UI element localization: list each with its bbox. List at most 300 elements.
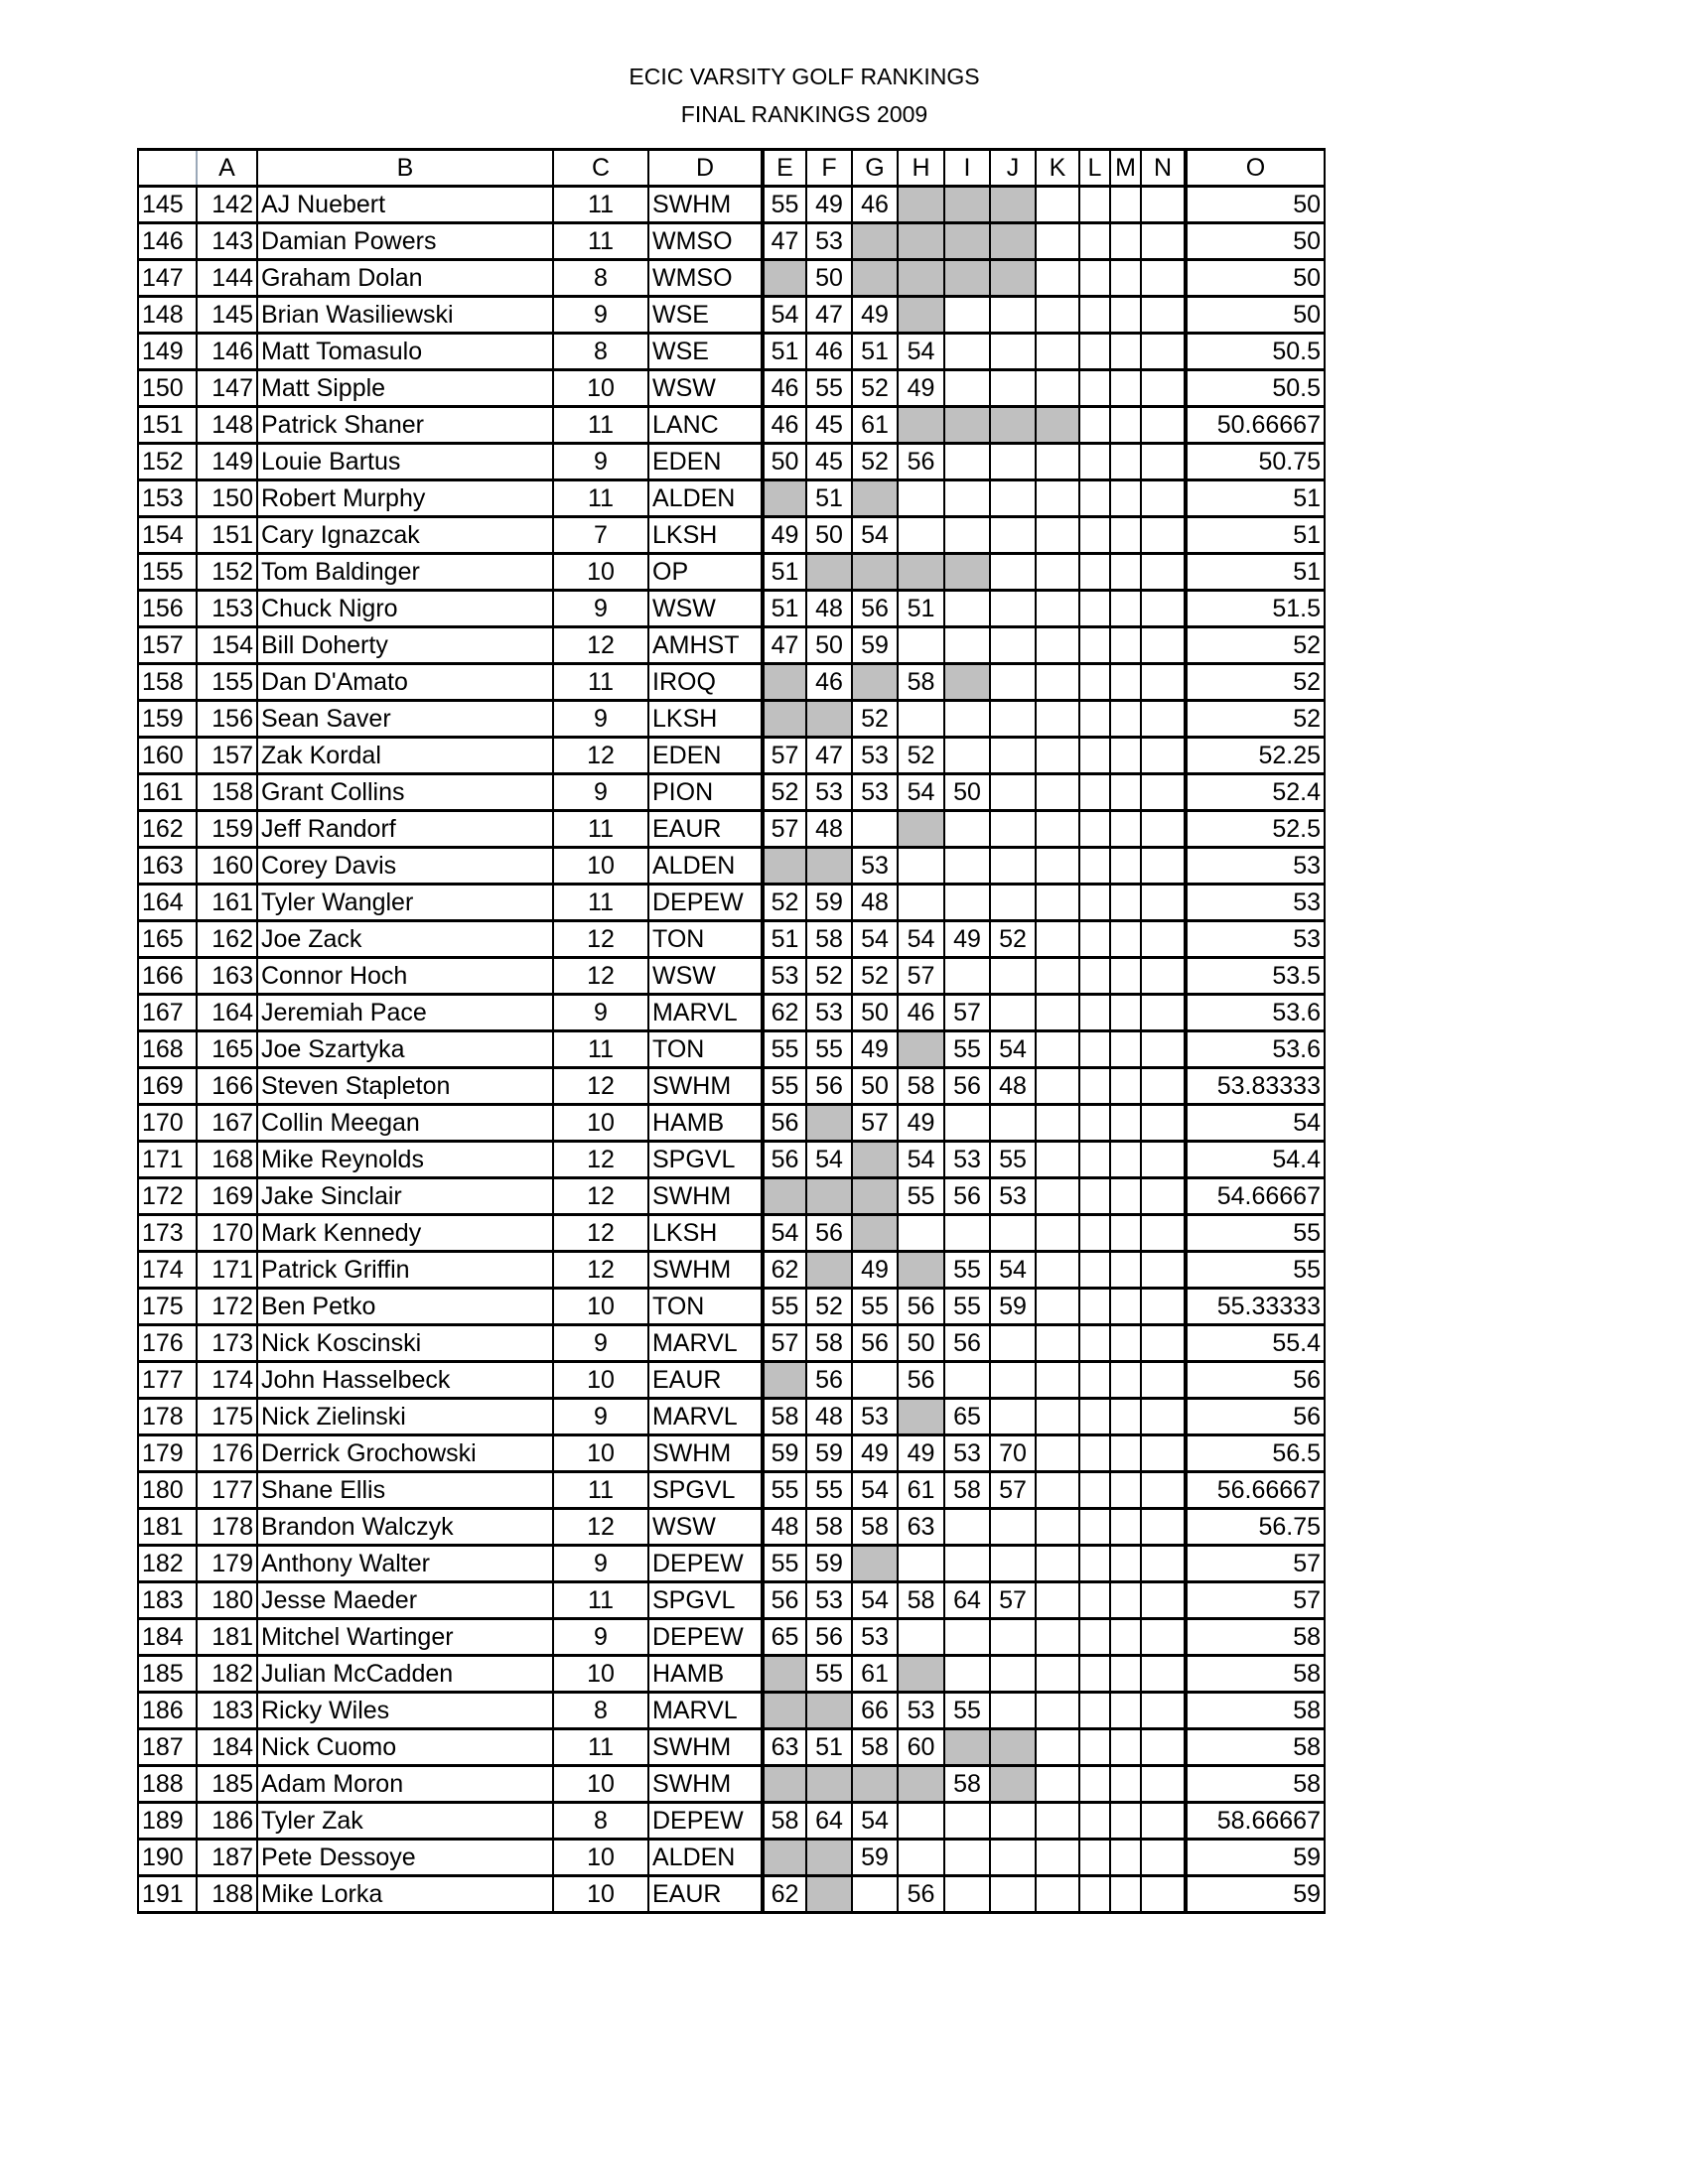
score-cell-f[interactable]: 58 bbox=[806, 1509, 852, 1546]
score-cell-e[interactable]: 48 bbox=[763, 1509, 806, 1546]
score-cell-h[interactable] bbox=[898, 1546, 944, 1582]
score-cell-h[interactable] bbox=[898, 1656, 944, 1693]
score-cell-m[interactable] bbox=[1110, 260, 1141, 297]
score-cell-k[interactable] bbox=[1036, 1142, 1079, 1178]
rank-cell[interactable]: 164 bbox=[197, 995, 257, 1031]
score-cell-m[interactable] bbox=[1110, 480, 1141, 517]
score-cell-f[interactable]: 48 bbox=[806, 811, 852, 848]
score-cell-l[interactable] bbox=[1079, 774, 1110, 811]
row-number-cell[interactable]: 183 bbox=[138, 1582, 197, 1619]
score-cell-n[interactable] bbox=[1141, 811, 1186, 848]
row-number-cell[interactable]: 154 bbox=[138, 517, 197, 554]
player-name-cell[interactable]: Jesse Maeder bbox=[257, 1582, 553, 1619]
score-cell-k[interactable] bbox=[1036, 1105, 1079, 1142]
score-cell-e[interactable] bbox=[763, 1766, 806, 1803]
score-cell-n[interactable] bbox=[1141, 1693, 1186, 1729]
player-name-cell[interactable]: Ricky Wiles bbox=[257, 1693, 553, 1729]
rank-cell[interactable]: 159 bbox=[197, 811, 257, 848]
score-cell-g[interactable] bbox=[852, 260, 898, 297]
score-cell-l[interactable] bbox=[1079, 591, 1110, 627]
score-cell-i[interactable] bbox=[944, 407, 990, 444]
average-cell[interactable]: 52 bbox=[1186, 664, 1325, 701]
score-cell-g[interactable]: 57 bbox=[852, 1105, 898, 1142]
score-cell-j[interactable] bbox=[990, 517, 1036, 554]
score-cell-m[interactable] bbox=[1110, 1178, 1141, 1215]
row-number-cell[interactable]: 177 bbox=[138, 1362, 197, 1399]
score-cell-n[interactable] bbox=[1141, 1031, 1186, 1068]
school-cell[interactable]: WSW bbox=[648, 958, 763, 995]
score-cell-m[interactable] bbox=[1110, 1766, 1141, 1803]
grade-cell[interactable]: 10 bbox=[553, 1766, 648, 1803]
score-cell-n[interactable] bbox=[1141, 921, 1186, 958]
score-cell-e[interactable]: 65 bbox=[763, 1619, 806, 1656]
score-cell-n[interactable] bbox=[1141, 260, 1186, 297]
average-cell[interactable]: 54.66667 bbox=[1186, 1178, 1325, 1215]
score-cell-i[interactable]: 49 bbox=[944, 921, 990, 958]
score-cell-n[interactable] bbox=[1141, 1105, 1186, 1142]
score-cell-g[interactable]: 50 bbox=[852, 995, 898, 1031]
score-cell-f[interactable] bbox=[806, 1766, 852, 1803]
score-cell-g[interactable]: 54 bbox=[852, 1472, 898, 1509]
score-cell-l[interactable] bbox=[1079, 1840, 1110, 1876]
score-cell-n[interactable] bbox=[1141, 958, 1186, 995]
score-cell-i[interactable]: 55 bbox=[944, 1289, 990, 1325]
score-cell-g[interactable]: 54 bbox=[852, 1582, 898, 1619]
column-header-k[interactable]: K bbox=[1036, 150, 1079, 187]
score-cell-h[interactable]: 55 bbox=[898, 1178, 944, 1215]
grade-cell[interactable]: 11 bbox=[553, 187, 648, 223]
score-cell-h[interactable] bbox=[898, 407, 944, 444]
rank-cell[interactable]: 160 bbox=[197, 848, 257, 885]
row-number-cell[interactable]: 163 bbox=[138, 848, 197, 885]
score-cell-e[interactable] bbox=[763, 1178, 806, 1215]
score-cell-n[interactable] bbox=[1141, 1178, 1186, 1215]
row-number-cell[interactable]: 171 bbox=[138, 1142, 197, 1178]
score-cell-m[interactable] bbox=[1110, 444, 1141, 480]
grade-cell[interactable]: 10 bbox=[553, 554, 648, 591]
score-cell-i[interactable] bbox=[944, 1729, 990, 1766]
score-cell-l[interactable] bbox=[1079, 701, 1110, 738]
score-cell-g[interactable] bbox=[852, 1362, 898, 1399]
player-name-cell[interactable]: Ben Petko bbox=[257, 1289, 553, 1325]
grade-cell[interactable]: 12 bbox=[553, 738, 648, 774]
school-cell[interactable]: WMSO bbox=[648, 223, 763, 260]
player-name-cell[interactable]: Graham Dolan bbox=[257, 260, 553, 297]
score-cell-m[interactable] bbox=[1110, 1803, 1141, 1840]
rank-cell[interactable]: 169 bbox=[197, 1178, 257, 1215]
rank-cell[interactable]: 156 bbox=[197, 701, 257, 738]
school-cell[interactable]: LKSH bbox=[648, 701, 763, 738]
score-cell-h[interactable] bbox=[898, 1840, 944, 1876]
column-header-h[interactable]: H bbox=[898, 150, 944, 187]
average-cell[interactable]: 58 bbox=[1186, 1729, 1325, 1766]
grade-cell[interactable]: 12 bbox=[553, 1509, 648, 1546]
score-cell-f[interactable]: 59 bbox=[806, 1546, 852, 1582]
score-cell-h[interactable]: 58 bbox=[898, 1582, 944, 1619]
score-cell-f[interactable]: 51 bbox=[806, 480, 852, 517]
score-cell-j[interactable] bbox=[990, 1546, 1036, 1582]
score-cell-g[interactable]: 58 bbox=[852, 1729, 898, 1766]
player-name-cell[interactable]: Steven Stapleton bbox=[257, 1068, 553, 1105]
player-name-cell[interactable]: Adam Moron bbox=[257, 1766, 553, 1803]
school-cell[interactable]: SWHM bbox=[648, 1068, 763, 1105]
score-cell-m[interactable] bbox=[1110, 591, 1141, 627]
average-cell[interactable]: 56 bbox=[1186, 1399, 1325, 1435]
average-cell[interactable]: 55 bbox=[1186, 1252, 1325, 1289]
row-number-cell[interactable]: 174 bbox=[138, 1252, 197, 1289]
score-cell-j[interactable] bbox=[990, 958, 1036, 995]
score-cell-m[interactable] bbox=[1110, 1068, 1141, 1105]
score-cell-l[interactable] bbox=[1079, 1803, 1110, 1840]
score-cell-e[interactable]: 56 bbox=[763, 1142, 806, 1178]
score-cell-k[interactable] bbox=[1036, 738, 1079, 774]
grade-cell[interactable]: 11 bbox=[553, 480, 648, 517]
score-cell-l[interactable] bbox=[1079, 1142, 1110, 1178]
score-cell-n[interactable] bbox=[1141, 1656, 1186, 1693]
average-cell[interactable]: 53.5 bbox=[1186, 958, 1325, 995]
score-cell-e[interactable]: 52 bbox=[763, 774, 806, 811]
score-cell-i[interactable]: 56 bbox=[944, 1325, 990, 1362]
rank-cell[interactable]: 163 bbox=[197, 958, 257, 995]
score-cell-k[interactable] bbox=[1036, 1840, 1079, 1876]
score-cell-e[interactable]: 54 bbox=[763, 297, 806, 334]
player-name-cell[interactable]: Louie Bartus bbox=[257, 444, 553, 480]
grade-cell[interactable]: 8 bbox=[553, 260, 648, 297]
score-cell-e[interactable]: 55 bbox=[763, 187, 806, 223]
score-cell-j[interactable] bbox=[990, 1619, 1036, 1656]
school-cell[interactable]: LANC bbox=[648, 407, 763, 444]
score-cell-f[interactable]: 55 bbox=[806, 1472, 852, 1509]
score-cell-h[interactable]: 56 bbox=[898, 444, 944, 480]
grade-cell[interactable]: 9 bbox=[553, 297, 648, 334]
score-cell-f[interactable]: 56 bbox=[806, 1362, 852, 1399]
score-cell-i[interactable] bbox=[944, 811, 990, 848]
rank-cell[interactable]: 144 bbox=[197, 260, 257, 297]
score-cell-l[interactable] bbox=[1079, 1399, 1110, 1435]
column-header-i[interactable]: I bbox=[944, 150, 990, 187]
row-number-cell[interactable]: 173 bbox=[138, 1215, 197, 1252]
score-cell-f[interactable]: 56 bbox=[806, 1619, 852, 1656]
score-cell-n[interactable] bbox=[1141, 627, 1186, 664]
score-cell-h[interactable]: 56 bbox=[898, 1362, 944, 1399]
score-cell-m[interactable] bbox=[1110, 1362, 1141, 1399]
score-cell-l[interactable] bbox=[1079, 517, 1110, 554]
score-cell-e[interactable]: 59 bbox=[763, 1435, 806, 1472]
rank-cell[interactable]: 173 bbox=[197, 1325, 257, 1362]
score-cell-i[interactable]: 58 bbox=[944, 1766, 990, 1803]
school-cell[interactable]: HAMB bbox=[648, 1105, 763, 1142]
score-cell-g[interactable]: 52 bbox=[852, 701, 898, 738]
score-cell-l[interactable] bbox=[1079, 1509, 1110, 1546]
score-cell-k[interactable] bbox=[1036, 1215, 1079, 1252]
score-cell-m[interactable] bbox=[1110, 517, 1141, 554]
player-name-cell[interactable]: Matt Sipple bbox=[257, 370, 553, 407]
player-name-cell[interactable]: Mike Lorka bbox=[257, 1876, 553, 1913]
score-cell-h[interactable]: 53 bbox=[898, 1693, 944, 1729]
score-cell-l[interactable] bbox=[1079, 1766, 1110, 1803]
grade-cell[interactable]: 9 bbox=[553, 444, 648, 480]
score-cell-j[interactable] bbox=[990, 407, 1036, 444]
average-cell[interactable]: 53 bbox=[1186, 921, 1325, 958]
score-cell-f[interactable] bbox=[806, 1178, 852, 1215]
score-cell-g[interactable]: 56 bbox=[852, 1325, 898, 1362]
score-cell-j[interactable] bbox=[990, 738, 1036, 774]
score-cell-i[interactable] bbox=[944, 738, 990, 774]
score-cell-n[interactable] bbox=[1141, 1068, 1186, 1105]
score-cell-j[interactable]: 57 bbox=[990, 1582, 1036, 1619]
score-cell-k[interactable] bbox=[1036, 407, 1079, 444]
score-cell-g[interactable]: 55 bbox=[852, 1289, 898, 1325]
school-cell[interactable]: TON bbox=[648, 1031, 763, 1068]
grade-cell[interactable]: 10 bbox=[553, 1656, 648, 1693]
score-cell-k[interactable] bbox=[1036, 187, 1079, 223]
rank-cell[interactable]: 151 bbox=[197, 517, 257, 554]
score-cell-e[interactable]: 56 bbox=[763, 1105, 806, 1142]
score-cell-e[interactable]: 52 bbox=[763, 885, 806, 921]
average-cell[interactable]: 52.25 bbox=[1186, 738, 1325, 774]
grade-cell[interactable]: 12 bbox=[553, 958, 648, 995]
score-cell-j[interactable] bbox=[990, 774, 1036, 811]
player-name-cell[interactable]: Jake Sinclair bbox=[257, 1178, 553, 1215]
school-cell[interactable]: DEPEW bbox=[648, 1619, 763, 1656]
score-cell-m[interactable] bbox=[1110, 370, 1141, 407]
score-cell-g[interactable]: 61 bbox=[852, 1656, 898, 1693]
player-name-cell[interactable]: Cary Ignazcak bbox=[257, 517, 553, 554]
column-header-n[interactable]: N bbox=[1141, 150, 1186, 187]
score-cell-f[interactable] bbox=[806, 554, 852, 591]
score-cell-i[interactable] bbox=[944, 1803, 990, 1840]
score-cell-j[interactable]: 70 bbox=[990, 1435, 1036, 1472]
score-cell-n[interactable] bbox=[1141, 1435, 1186, 1472]
score-cell-g[interactable]: 49 bbox=[852, 297, 898, 334]
score-cell-i[interactable] bbox=[944, 1876, 990, 1913]
average-cell[interactable]: 58 bbox=[1186, 1619, 1325, 1656]
grade-cell[interactable]: 9 bbox=[553, 995, 648, 1031]
score-cell-j[interactable]: 54 bbox=[990, 1252, 1036, 1289]
player-name-cell[interactable]: Dan D'Amato bbox=[257, 664, 553, 701]
school-cell[interactable]: DEPEW bbox=[648, 1803, 763, 1840]
school-cell[interactable]: SWHM bbox=[648, 187, 763, 223]
school-cell[interactable]: WSE bbox=[648, 334, 763, 370]
grade-cell[interactable]: 10 bbox=[553, 1840, 648, 1876]
school-cell[interactable]: TON bbox=[648, 1289, 763, 1325]
score-cell-l[interactable] bbox=[1079, 370, 1110, 407]
score-cell-m[interactable] bbox=[1110, 1693, 1141, 1729]
score-cell-m[interactable] bbox=[1110, 1031, 1141, 1068]
score-cell-h[interactable] bbox=[898, 187, 944, 223]
average-cell[interactable]: 50.66667 bbox=[1186, 407, 1325, 444]
score-cell-h[interactable] bbox=[898, 260, 944, 297]
score-cell-m[interactable] bbox=[1110, 1840, 1141, 1876]
score-cell-l[interactable] bbox=[1079, 187, 1110, 223]
score-cell-h[interactable] bbox=[898, 848, 944, 885]
grade-cell[interactable]: 11 bbox=[553, 1729, 648, 1766]
column-header-g[interactable]: G bbox=[852, 150, 898, 187]
score-cell-j[interactable]: 57 bbox=[990, 1472, 1036, 1509]
score-cell-m[interactable] bbox=[1110, 334, 1141, 370]
score-cell-n[interactable] bbox=[1141, 407, 1186, 444]
rank-cell[interactable]: 145 bbox=[197, 297, 257, 334]
row-number-cell[interactable]: 181 bbox=[138, 1509, 197, 1546]
player-name-cell[interactable]: Corey Davis bbox=[257, 848, 553, 885]
score-cell-e[interactable]: 51 bbox=[763, 591, 806, 627]
player-name-cell[interactable]: John Hasselbeck bbox=[257, 1362, 553, 1399]
school-cell[interactable]: ALDEN bbox=[648, 480, 763, 517]
score-cell-i[interactable] bbox=[944, 885, 990, 921]
score-cell-m[interactable] bbox=[1110, 223, 1141, 260]
score-cell-k[interactable] bbox=[1036, 1399, 1079, 1435]
school-cell[interactable]: EDEN bbox=[648, 738, 763, 774]
score-cell-f[interactable]: 55 bbox=[806, 1656, 852, 1693]
player-name-cell[interactable]: Brian Wasiliewski bbox=[257, 297, 553, 334]
row-number-cell[interactable]: 191 bbox=[138, 1876, 197, 1913]
school-cell[interactable]: HAMB bbox=[648, 1656, 763, 1693]
average-cell[interactable]: 53 bbox=[1186, 848, 1325, 885]
grade-cell[interactable]: 11 bbox=[553, 811, 648, 848]
average-cell[interactable]: 53.6 bbox=[1186, 1031, 1325, 1068]
score-cell-j[interactable] bbox=[990, 444, 1036, 480]
rank-cell[interactable]: 157 bbox=[197, 738, 257, 774]
score-cell-j[interactable] bbox=[990, 260, 1036, 297]
average-cell[interactable]: 52 bbox=[1186, 701, 1325, 738]
rank-cell[interactable]: 143 bbox=[197, 223, 257, 260]
rank-cell[interactable]: 153 bbox=[197, 591, 257, 627]
row-number-cell[interactable]: 155 bbox=[138, 554, 197, 591]
score-cell-e[interactable]: 56 bbox=[763, 1582, 806, 1619]
score-cell-e[interactable]: 57 bbox=[763, 811, 806, 848]
school-cell[interactable]: PION bbox=[648, 774, 763, 811]
grade-cell[interactable]: 12 bbox=[553, 1252, 648, 1289]
player-name-cell[interactable]: Tom Baldinger bbox=[257, 554, 553, 591]
score-cell-m[interactable] bbox=[1110, 1656, 1141, 1693]
row-number-cell[interactable]: 187 bbox=[138, 1729, 197, 1766]
score-cell-f[interactable]: 45 bbox=[806, 407, 852, 444]
grade-cell[interactable]: 10 bbox=[553, 1105, 648, 1142]
score-cell-m[interactable] bbox=[1110, 1546, 1141, 1582]
score-cell-g[interactable]: 53 bbox=[852, 738, 898, 774]
row-number-cell[interactable]: 170 bbox=[138, 1105, 197, 1142]
score-cell-h[interactable]: 50 bbox=[898, 1325, 944, 1362]
score-cell-g[interactable] bbox=[852, 223, 898, 260]
score-cell-k[interactable] bbox=[1036, 1803, 1079, 1840]
score-cell-l[interactable] bbox=[1079, 921, 1110, 958]
score-cell-l[interactable] bbox=[1079, 444, 1110, 480]
score-cell-g[interactable]: 50 bbox=[852, 1068, 898, 1105]
score-cell-l[interactable] bbox=[1079, 1215, 1110, 1252]
score-cell-f[interactable]: 47 bbox=[806, 297, 852, 334]
score-cell-e[interactable] bbox=[763, 1693, 806, 1729]
score-cell-h[interactable]: 54 bbox=[898, 774, 944, 811]
school-cell[interactable]: LKSH bbox=[648, 1215, 763, 1252]
score-cell-h[interactable] bbox=[898, 627, 944, 664]
score-cell-f[interactable] bbox=[806, 701, 852, 738]
grade-cell[interactable]: 9 bbox=[553, 1546, 648, 1582]
score-cell-e[interactable] bbox=[763, 1362, 806, 1399]
score-cell-j[interactable] bbox=[990, 223, 1036, 260]
score-cell-m[interactable] bbox=[1110, 664, 1141, 701]
score-cell-j[interactable] bbox=[990, 297, 1036, 334]
score-cell-f[interactable] bbox=[806, 848, 852, 885]
score-cell-i[interactable] bbox=[944, 370, 990, 407]
score-cell-k[interactable] bbox=[1036, 1582, 1079, 1619]
row-number-cell[interactable]: 160 bbox=[138, 738, 197, 774]
score-cell-i[interactable] bbox=[944, 1546, 990, 1582]
school-cell[interactable]: DEPEW bbox=[648, 1546, 763, 1582]
school-cell[interactable]: ALDEN bbox=[648, 1840, 763, 1876]
score-cell-e[interactable]: 58 bbox=[763, 1803, 806, 1840]
score-cell-j[interactable] bbox=[990, 1325, 1036, 1362]
score-cell-e[interactable] bbox=[763, 664, 806, 701]
score-cell-k[interactable] bbox=[1036, 297, 1079, 334]
score-cell-j[interactable]: 48 bbox=[990, 1068, 1036, 1105]
score-cell-n[interactable] bbox=[1141, 517, 1186, 554]
score-cell-k[interactable] bbox=[1036, 334, 1079, 370]
score-cell-m[interactable] bbox=[1110, 811, 1141, 848]
score-cell-i[interactable]: 56 bbox=[944, 1068, 990, 1105]
score-cell-m[interactable] bbox=[1110, 407, 1141, 444]
grade-cell[interactable]: 11 bbox=[553, 664, 648, 701]
school-cell[interactable]: EAUR bbox=[648, 1362, 763, 1399]
grade-cell[interactable]: 12 bbox=[553, 1068, 648, 1105]
score-cell-g[interactable]: 59 bbox=[852, 627, 898, 664]
score-cell-k[interactable] bbox=[1036, 1729, 1079, 1766]
score-cell-n[interactable] bbox=[1141, 1252, 1186, 1289]
rank-cell[interactable]: 162 bbox=[197, 921, 257, 958]
score-cell-h[interactable] bbox=[898, 297, 944, 334]
score-cell-f[interactable]: 58 bbox=[806, 1325, 852, 1362]
score-cell-f[interactable]: 52 bbox=[806, 958, 852, 995]
player-name-cell[interactable]: Brandon Walczyk bbox=[257, 1509, 553, 1546]
player-name-cell[interactable]: Nick Zielinski bbox=[257, 1399, 553, 1435]
score-cell-i[interactable] bbox=[944, 1105, 990, 1142]
average-cell[interactable]: 58 bbox=[1186, 1656, 1325, 1693]
score-cell-h[interactable] bbox=[898, 1766, 944, 1803]
score-cell-n[interactable] bbox=[1141, 370, 1186, 407]
score-cell-g[interactable] bbox=[852, 1766, 898, 1803]
score-cell-k[interactable] bbox=[1036, 554, 1079, 591]
grade-cell[interactable]: 10 bbox=[553, 370, 648, 407]
score-cell-m[interactable] bbox=[1110, 1289, 1141, 1325]
grade-cell[interactable]: 10 bbox=[553, 1876, 648, 1913]
score-cell-k[interactable] bbox=[1036, 1656, 1079, 1693]
rank-cell[interactable]: 187 bbox=[197, 1840, 257, 1876]
score-cell-e[interactable]: 51 bbox=[763, 921, 806, 958]
score-cell-m[interactable] bbox=[1110, 738, 1141, 774]
player-name-cell[interactable]: Anthony Walter bbox=[257, 1546, 553, 1582]
score-cell-j[interactable]: 54 bbox=[990, 1031, 1036, 1068]
average-cell[interactable]: 50.5 bbox=[1186, 334, 1325, 370]
row-number-cell[interactable]: 159 bbox=[138, 701, 197, 738]
score-cell-f[interactable]: 53 bbox=[806, 774, 852, 811]
score-cell-l[interactable] bbox=[1079, 1362, 1110, 1399]
score-cell-h[interactable] bbox=[898, 480, 944, 517]
score-cell-f[interactable]: 53 bbox=[806, 1582, 852, 1619]
score-cell-g[interactable] bbox=[852, 1546, 898, 1582]
score-cell-i[interactable]: 55 bbox=[944, 1252, 990, 1289]
score-cell-k[interactable] bbox=[1036, 921, 1079, 958]
score-cell-g[interactable]: 59 bbox=[852, 1840, 898, 1876]
average-cell[interactable]: 59 bbox=[1186, 1840, 1325, 1876]
school-cell[interactable]: WSW bbox=[648, 591, 763, 627]
score-cell-g[interactable]: 51 bbox=[852, 334, 898, 370]
score-cell-g[interactable] bbox=[852, 811, 898, 848]
score-cell-f[interactable]: 48 bbox=[806, 591, 852, 627]
score-cell-l[interactable] bbox=[1079, 1693, 1110, 1729]
player-name-cell[interactable]: Joe Szartyka bbox=[257, 1031, 553, 1068]
score-cell-f[interactable] bbox=[806, 1105, 852, 1142]
score-cell-m[interactable] bbox=[1110, 1435, 1141, 1472]
row-number-cell[interactable]: 149 bbox=[138, 334, 197, 370]
